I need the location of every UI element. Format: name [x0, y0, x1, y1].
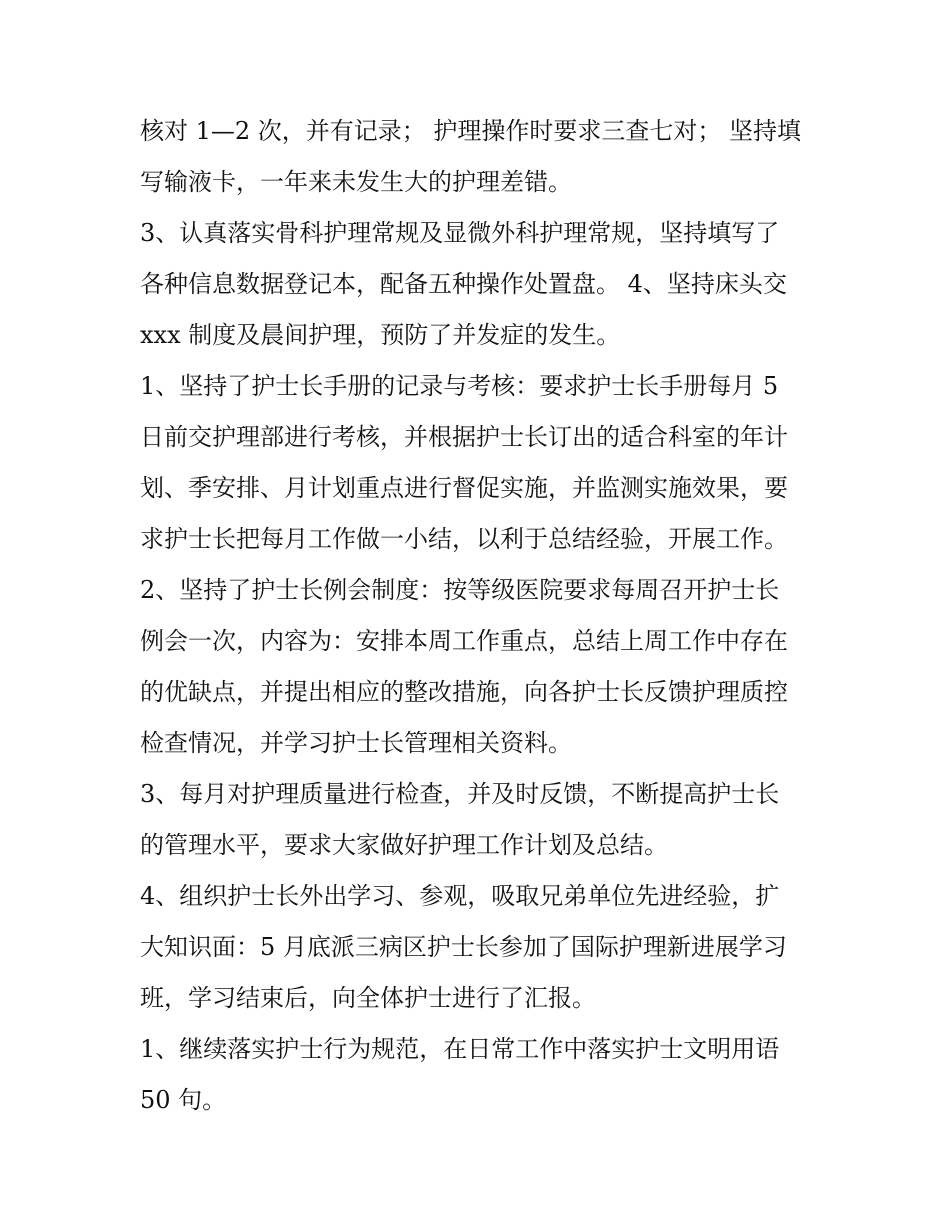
text-line: 求护士长把每月工作做一小结，以利于总结经验，开展工作。: [140, 525, 788, 553]
text-line: 各种信息数据登记本，配备五种操作处置盘。 4、坚持床头交: [140, 270, 787, 298]
text-line: xxx 制度及晨间护理，预防了并发症的发生。: [140, 321, 621, 349]
text-line: 3、每月对护理质量进行检查，并及时反馈，不断提高护士长: [140, 780, 780, 808]
text-line: 3、认真落实骨科护理常规及显微外科护理常规，坚持填写了: [140, 219, 780, 247]
text-line: 划、季安排、月计划重点进行督促实施，并监测实施效果，要: [140, 474, 788, 502]
text-line: 检查情况，并学习护士长管理相关资料。: [140, 729, 572, 757]
text-line: 大知识面：5 月底派三病区护士长参加了国际护理新进展学习: [140, 933, 787, 961]
text-line: 日前交护理部进行考核，并根据护士长订出的适合科室的年计: [140, 423, 788, 451]
text-line: 50 句。: [140, 1086, 227, 1114]
text-line: 写输液卡，一年来未发生大的护理差错。: [140, 168, 572, 196]
text-line: 1、继续落实护士行为规范，在日常工作中落实护士文明用语: [140, 1035, 780, 1063]
text-line: 班，学习结束后，向全体护士进行了汇报。: [140, 984, 596, 1012]
text-line: 1、坚持了护士长手册的记录与考核：要求护士长手册每月 5: [140, 372, 779, 400]
document-body: [140, 106, 820, 1126]
text-line: 的优缺点，并提出相应的整改措施，向各护士长反馈护理质控: [140, 678, 788, 706]
text-line: 4、组织护士长外出学习、参观，吸取兄弟单位先进经验，扩: [140, 882, 780, 910]
text-line: 2、坚持了护士长例会制度：按等级医院要求每周召开护士长: [140, 576, 780, 604]
text-line: 例会一次，内容为：安排本周工作重点，总结上周工作中存在: [140, 627, 788, 655]
text-line: 的管理水平，要求大家做好护理工作计划及总结。: [140, 831, 668, 859]
text-line: 核对 1—2 次，并有记录； 护理操作时要求三查七对； 坚持填: [140, 117, 802, 145]
